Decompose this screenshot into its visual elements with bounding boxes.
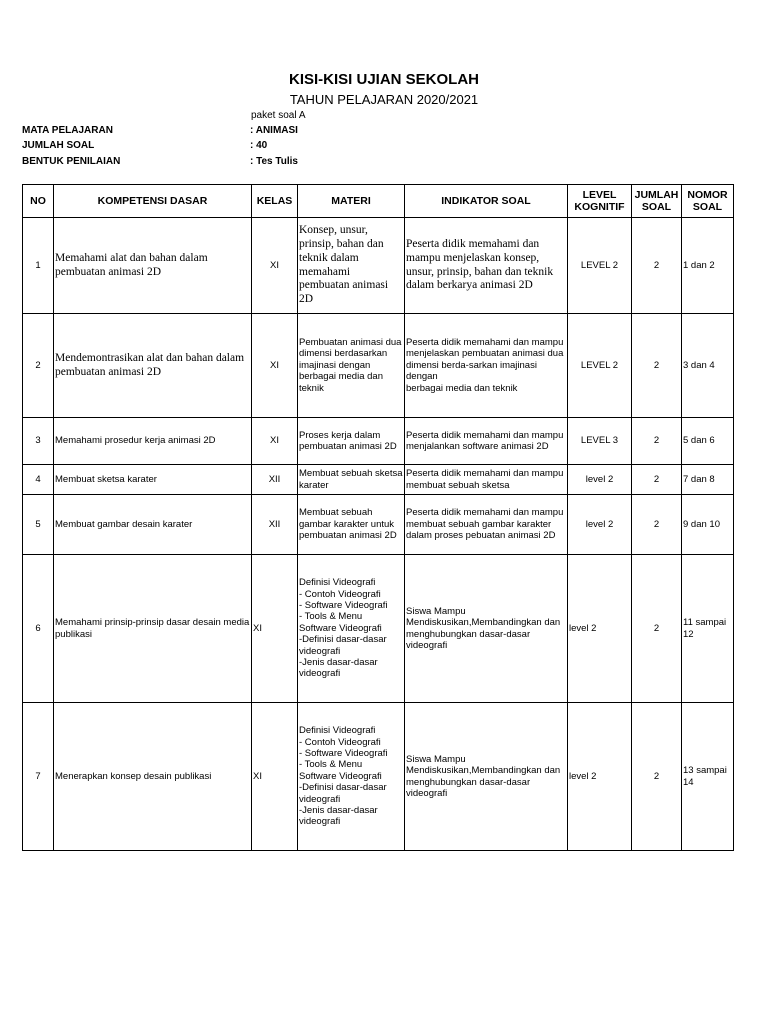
cell-jumlah: 2 bbox=[632, 418, 682, 465]
table-row bbox=[23, 314, 734, 418]
cell-level: level 2 bbox=[568, 703, 632, 851]
cell-kompetensi-dasar: Menerapkan konsep desain publikasi bbox=[54, 703, 252, 851]
cell-jumlah: 2 bbox=[632, 465, 682, 495]
cell-nomor: 5 dan 6 bbox=[682, 418, 734, 465]
cell-no: 4 bbox=[23, 465, 54, 495]
cell-materi: Definisi Videografi - Contoh Videografi - Software Videografi - Tools & Menu Software Videografi -Definisi dasar-dasar videografi -Jenis dasar-dasar videografi bbox=[298, 703, 405, 851]
kisi-table bbox=[22, 184, 734, 851]
document-title: KISI-KISI UJIAN SEKOLAH bbox=[288, 71, 480, 88]
header-no: NO bbox=[23, 185, 54, 218]
cell-indikator: Peserta didik memahami dan mampu membuat sebuah gambar karakter dalam proses pebuatan animasi 2D bbox=[405, 495, 568, 555]
cell-materi: Definisi Videografi - Contoh Videografi - Software Videografi - Tools & Menu Software Videografi -Definisi dasar-dasar videografi -Jenis dasar-dasar videografi bbox=[298, 555, 405, 703]
paket-label: paket soal A bbox=[251, 110, 306, 121]
table-row bbox=[23, 703, 734, 851]
cell-materi: Pembuatan animasi dua dimensi berdasarkan imajinasi dengan berbagai media dan teknik bbox=[298, 314, 405, 418]
cell-indikator: Siswa Mampu Mendiskusikan,Membandingkan dan menghubungkan dasar-dasar videografi bbox=[405, 555, 568, 703]
header-jumlah-soal: JUMLAH SOAL bbox=[632, 185, 682, 218]
cell-nomor: 1 dan 2 bbox=[682, 218, 734, 314]
cell-nomor: 11 sampai 12 bbox=[682, 555, 734, 703]
cell-nomor: 9 dan 10 bbox=[682, 495, 734, 555]
table-row bbox=[23, 555, 734, 703]
cell-kelas: XI bbox=[252, 418, 298, 465]
table-row bbox=[23, 465, 734, 495]
header-kompetensi-dasar: KOMPETENSI DASAR bbox=[54, 185, 252, 218]
cell-materi: Membuat sebuah sketsa karater bbox=[298, 465, 405, 495]
cell-level: LEVEL 2 bbox=[568, 314, 632, 418]
cell-nomor: 7 dan 8 bbox=[682, 465, 734, 495]
cell-level: level 2 bbox=[568, 495, 632, 555]
cell-kelas: XI bbox=[252, 555, 298, 703]
cell-kelas: XI bbox=[252, 218, 298, 314]
cell-kelas: XI bbox=[252, 314, 298, 418]
cell-kompetensi-dasar: Mendemontrasikan alat dan bahan dalam pembuatan animasi 2D bbox=[54, 314, 252, 418]
meta-value-jumlah-soal: : 40 bbox=[250, 140, 268, 151]
cell-jumlah: 2 bbox=[632, 495, 682, 555]
table-row bbox=[23, 495, 734, 555]
cell-kelas: XII bbox=[252, 465, 298, 495]
meta-value-mata-pelajaran: : ANIMASI bbox=[250, 125, 298, 136]
cell-kompetensi-dasar: Memahami alat dan bahan dalam pembuatan animasi 2D bbox=[54, 218, 252, 314]
cell-nomor: 13 sampai 14 bbox=[682, 703, 734, 851]
header-kelas: KELAS bbox=[252, 185, 298, 218]
cell-indikator: Peserta didik memahami dan mampu menjalankan software animasi 2D bbox=[405, 418, 568, 465]
cell-materi: Konsep, unsur, prinsip, bahan dan teknik dalam memahami pembuatan animasi 2D bbox=[298, 218, 405, 314]
cell-kelas: XI bbox=[252, 703, 298, 851]
cell-nomor: 3 dan 4 bbox=[682, 314, 734, 418]
cell-indikator: Siswa Mampu Mendiskusikan,Membandingkan dan menghubungkan dasar-dasar videografi bbox=[405, 703, 568, 851]
table-row bbox=[23, 418, 734, 465]
cell-kelas: XII bbox=[252, 495, 298, 555]
cell-jumlah: 2 bbox=[632, 555, 682, 703]
cell-indikator: Peserta didik memahami dan mampu menjelaskan pembuatan animasi dua dimensi berda-sarkan imajinasi dengan berbagai media dan teknik bbox=[405, 314, 568, 418]
cell-no: 5 bbox=[23, 495, 54, 555]
cell-jumlah: 2 bbox=[632, 703, 682, 851]
table-header-row bbox=[23, 185, 734, 218]
meta-label-mata-pelajaran: MATA PELAJARAN bbox=[22, 125, 113, 136]
cell-level: LEVEL 3 bbox=[568, 418, 632, 465]
cell-kompetensi-dasar: Membuat sketsa karater bbox=[54, 465, 252, 495]
document-subtitle: TAHUN PELAJARAN 2020/2021 bbox=[289, 92, 479, 107]
header-indikator-soal: INDIKATOR SOAL bbox=[405, 185, 568, 218]
cell-indikator: Peserta didik memahami dan mampu membuat sebuah sketsa bbox=[405, 465, 568, 495]
cell-jumlah: 2 bbox=[632, 314, 682, 418]
cell-kompetensi-dasar: Membuat gambar desain karater bbox=[54, 495, 252, 555]
header-materi: MATERI bbox=[298, 185, 405, 218]
cell-no: 7 bbox=[23, 703, 54, 851]
cell-no: 6 bbox=[23, 555, 54, 703]
meta-value-bentuk-penilaian: : Tes Tulis bbox=[250, 156, 298, 167]
cell-materi: Proses kerja dalam pembuatan animasi 2D bbox=[298, 418, 405, 465]
cell-no: 3 bbox=[23, 418, 54, 465]
meta-label-jumlah-soal: JUMLAH SOAL bbox=[22, 140, 95, 151]
header-level-kognitif: LEVEL KOGNITIF bbox=[568, 185, 632, 218]
cell-jumlah: 2 bbox=[632, 218, 682, 314]
header-nomor-soal: NOMOR SOAL bbox=[682, 185, 734, 218]
cell-indikator: Peserta didik memahami dan mampu menjelaskan konsep, unsur, prinsip, bahan dan teknik dalam berkarya animasi 2D bbox=[405, 218, 568, 314]
cell-kompetensi-dasar: Memahami prinsip-prinsip dasar desain media publikasi bbox=[54, 555, 252, 703]
cell-no: 1 bbox=[23, 218, 54, 314]
cell-level: level 2 bbox=[568, 555, 632, 703]
cell-level: level 2 bbox=[568, 465, 632, 495]
table-row bbox=[23, 218, 734, 314]
cell-no: 2 bbox=[23, 314, 54, 418]
cell-kompetensi-dasar: Memahami prosedur kerja animasi 2D bbox=[54, 418, 252, 465]
meta-label-bentuk-penilaian: BENTUK PENILAIAN bbox=[22, 156, 121, 167]
cell-materi: Membuat sebuah gambar karakter untuk pembuatan animasi 2D bbox=[298, 495, 405, 555]
cell-level: LEVEL 2 bbox=[568, 218, 632, 314]
